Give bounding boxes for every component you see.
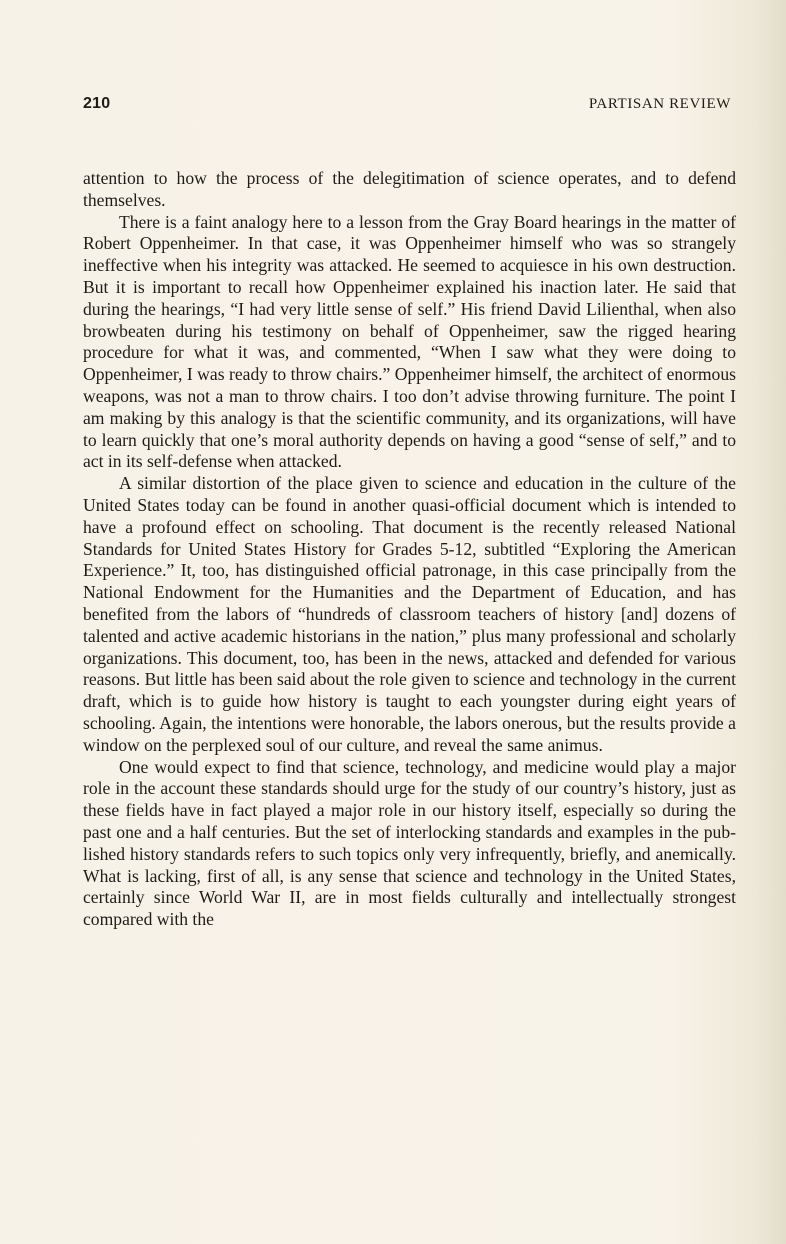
paragraph-1: attention to how the process of the delegitimation of science operates, and to defend themselves. [83, 168, 736, 210]
page-number: 210 [83, 95, 111, 112]
journal-title: PARTISAN REVIEW [588, 96, 731, 112]
running-head [83, 95, 731, 117]
paragraph-3: A similar distortion of the place given to science and education in the culture of the United States today can be found in another quasi-official document which is intended to have a profound effect on schooling. That document is the recently released National Standards for United States History for Grades 5-12, subtitled “Exploring the American Experience.” It, too, has distinguished official patronage, in this case principally from the National Endowment for the Humanities and the Department of Education, and has benefited from the labors of “hundreds of classroom teachers of history [and] dozens of talented and active academic historians in the nation,” plus many professional and scholarly organizations. This document, too, has been in the news, attacked and defended for various reasons. But little has been said about the role given to science and technology in the current draft, which is to guide how history is taught to each youngster during eight years of schooling. Again, the intentions were honorable, the labors onerous, but the results provide a window on the perplexed soul of our culture, and reveal the same animus. [83, 473, 736, 755]
paragraph-2: There is a faint analogy here to a lesson from the Gray Board hearings in the matter of Robert Oppenheimer. In that case, it was Oppenheimer himself who was so strangely ineffective when his integrity was attacked. He seemed to acquiesce in his own destruction. But it is important to recall how Oppenheimer explained his inaction later. He said that during the hearings, “I had very little sense of self.” His friend David Lilienthal, when also browbeaten during his testimony on behalf of Oppenheimer, saw the rigged hearing procedure for what it was, and commented, “When I saw what they were doing to Oppenheimer, I was ready to throw chairs.” Oppenheimer himself, the architect of enormous weapons, was not a man to throw chairs. I too don’t advise throwing furniture. The point I am making by this analogy is that the scientific community, and its organizations, will have to learn quickly that one’s moral authority depends on having a good “sense of self,” and to act in its self-defense when attacked. [83, 211, 736, 472]
body-text [83, 168, 736, 931]
paragraph-4: One would expect to find that science, technology, and medicine would play a major role in the account these standards should urge for the study of our country’s history, just as these fields have in fact played a major role in our history itself, especially so during the past one and a half centuries. But the set of interlocking standards and examples in the published history standards refers to such topics only very infrequently, briefly, and anemically. What is lacking, first of all, is any sense that science and technology in the United States, certainly since World War II, are in most fields culturally and intellectually strongest compared with the [83, 756, 736, 930]
